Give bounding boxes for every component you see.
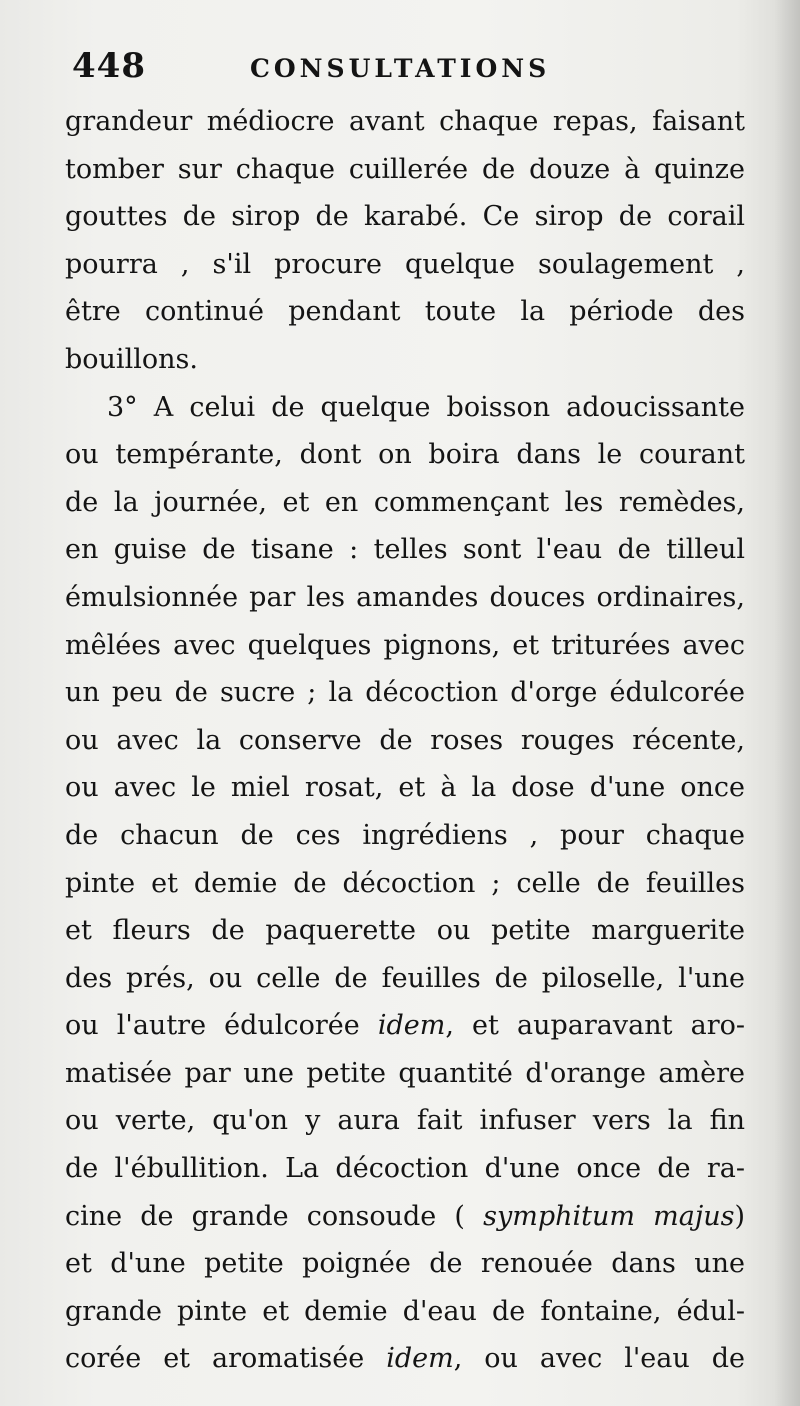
text-line: 3° A celui de quelque boisson adoucissante <box>107 391 745 423</box>
text-line: gouttes de sirop de karabé. Ce sirop de corail <box>65 201 745 233</box>
text-line: pinte et demie de décoction ; celle de feuilles <box>65 867 745 899</box>
running-head: CONSULTATIONS <box>250 54 551 83</box>
text-line: grande pinte et demie d'eau de fontaine, édul- <box>65 1295 745 1327</box>
text-line: matisée par une petite quantité d'orange amère <box>65 1057 745 1089</box>
text-line: et fleurs de paquerette ou petite marguerite <box>65 915 745 947</box>
text-line: et d'une petite poignée de renouée dans une <box>65 1248 745 1280</box>
text-line: ou avec le miel rosat, et à la dose d'une once <box>65 772 745 804</box>
page-number: 448 <box>72 46 146 86</box>
text-line: mêlées avec quelques pignons, et triturées avec <box>65 629 745 661</box>
page-edge-shadow <box>774 0 800 1406</box>
text-line: corée et aromatisée idem, ou avec l'eau de <box>65 1343 745 1375</box>
text-line: être continué pendant toute la période des <box>65 296 745 328</box>
text-line: en guise de tisane : telles sont l'eau de tilleul <box>65 534 745 566</box>
text-line: ou verte, qu'on y aura fait infuser vers la fin <box>65 1105 745 1137</box>
text-line: bouillons. <box>65 343 198 375</box>
text-line: tomber sur chaque cuillerée de douze à quinze <box>65 153 745 185</box>
italic-term: idem <box>377 1010 446 1042</box>
text-line: grandeur médiocre avant chaque repas, faisant <box>65 106 745 137</box>
text-line: de la journée, et en commençant les remèdes, <box>65 486 745 518</box>
text-line: de l'ébullition. La décoction d'une once de ra- <box>65 1153 745 1185</box>
text-line: pourra , s'il procure quelque soulagement , <box>65 248 745 280</box>
italic-term: idem <box>386 1343 454 1375</box>
text-line: ou l'autre édulcorée idem, et auparavant aro- <box>65 1010 745 1042</box>
text-line: un peu de sucre ; la décoction d'orge édulcorée <box>65 677 745 709</box>
text-line: de chacun de ces ingrédiens , pour chaque <box>65 819 745 851</box>
page-header <box>72 46 752 90</box>
text-line: ou tempérante, dont on boira dans le courant <box>65 439 745 471</box>
text-line: cine de grande consoude ( symphitum majus) <box>65 1200 745 1232</box>
italic-term: symphitum majus <box>483 1200 735 1232</box>
text-line: émulsionnée par les amandes douces ordinaires, <box>65 581 745 613</box>
body-text <box>65 98 745 1383</box>
text-line: ou avec la conserve de roses rouges récente, <box>65 724 745 756</box>
text-line: des prés, ou celle de feuilles de piloselle, l'une <box>65 962 745 994</box>
